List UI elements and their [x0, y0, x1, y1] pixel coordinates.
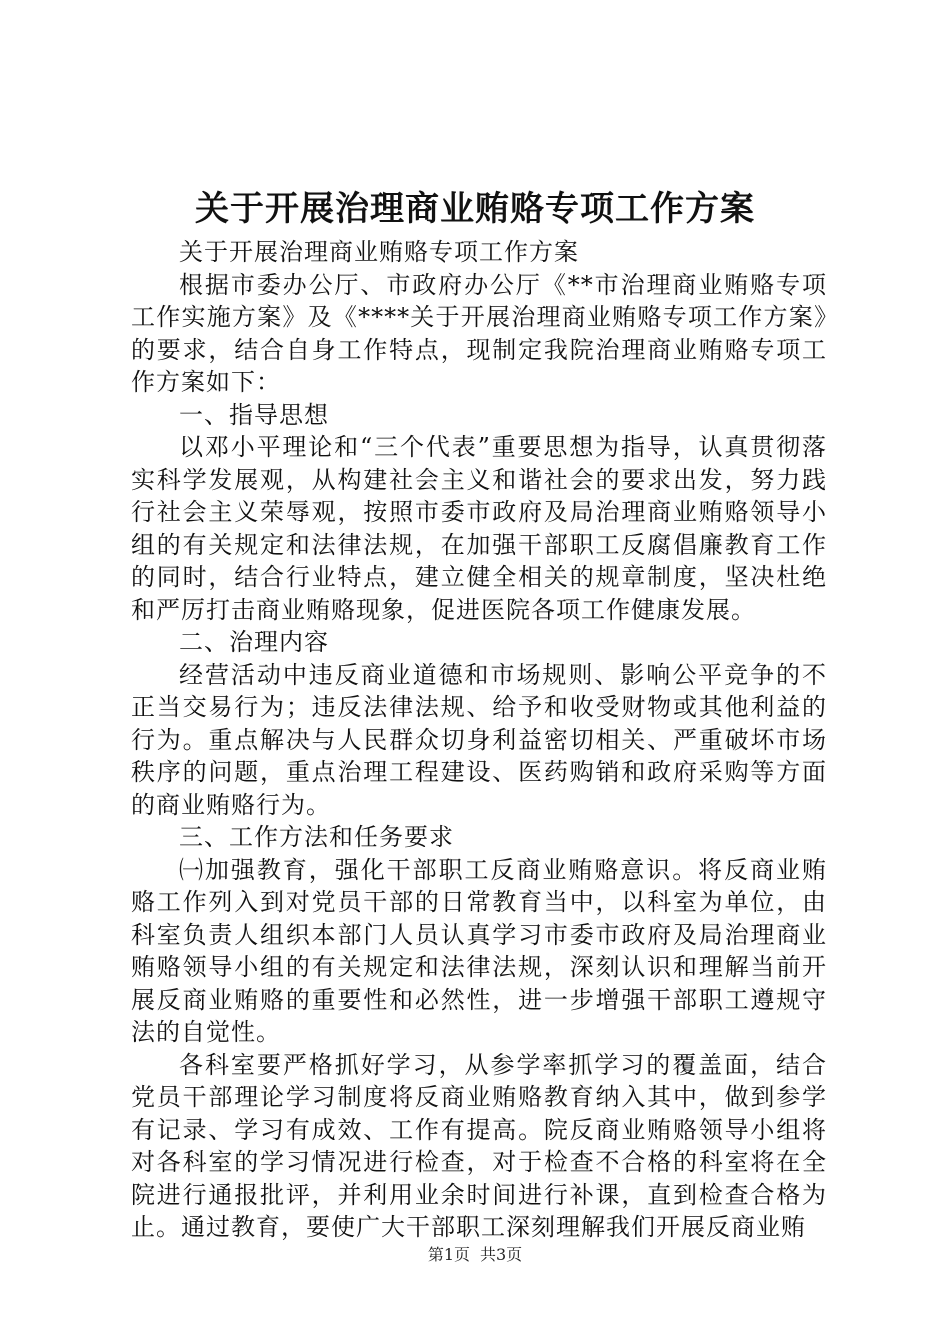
document-body [131, 236, 827, 1244]
page-footer [0, 1244, 950, 1266]
paragraph-strengthen-education: ㈠加强教育，强化干部职工反商业贿赂意识。将反商业贿赂工作列入到对党员干部的日常教育当中，以科室为单位，由科室负责人组织本部门人员认真学习市委市政府及局治理商业贿赂领导小组的有关规定和法律法规，深刻认识和理解当前开展反商业贿赂的重要性和必然性，进一步增强干部职工遵规守法的自觉性。 [131, 855, 827, 1046]
paragraph-study-requirements: 各科室要严格抓好学习，从参学率抓学习的覆盖面，结合党员干部理论学习制度将反商业贿赂教育纳入其中，做到参学有记录、学习有成效、工作有提高。院反商业贿赂领导小组将对各科室的学习情况进行检查，对于检查不合格的科室将在全院进行通报批评，并利用业余时间进行补课，直到检查合格为止。通过教育，要使广大干部职工深刻理解我们开展反商业贿 [131, 1050, 827, 1241]
section-heading-guiding-ideology: 一、指导思想 [179, 400, 329, 429]
paragraph-governance-content: 经营活动中违反商业道德和市场规则、影响公平竞争的不正当交易行为；违反法律法规、给予和收受财物或其他利益的行为。重点解决与人民群众切身利益密切相关、严重破坏市场秩序的问题，重点治理工程建设、医药购销和政府采购等方面的商业贿赂行为。 [131, 660, 827, 819]
paragraph-subtitle: 关于开展治理商业贿赂专项工作方案 [179, 238, 579, 266]
paragraph-guiding-ideology: 以邓小平理论和“三个代表”重要思想为指导，认真贯彻落实科学发展观，从构建社会主义和谐社会的要求出发，努力践行社会主义荣辱观，按照市委市政府及局治理商业贿赂领导小组的有关规定和法律法规，在加强干部职工反腐倡廉教育工作的同时，结合行业特点，建立健全相关的规章制度，坚决杜绝和严厉打击商业贿赂现象，促进医院各项工作健康发展。 [131, 433, 827, 624]
page-number-total: 共3页 [480, 1245, 523, 1264]
document-title: 关于开展治理商业贿赂专项工作方案 [195, 189, 755, 229]
paragraph-intro: 根据市委办公厅、市政府办公厅《**市治理商业贿赂专项工作实施方案》及《****关于开展治理商业贿赂专项工作方案》的要求，结合自身工作特点，现制定我院治理商业贿赂专项工作方案如下： [131, 270, 827, 396]
section-heading-work-methods: 三、工作方法和任务要求 [179, 823, 454, 851]
page-number-current: 第1页 [427, 1245, 470, 1264]
section-heading-governance-content: 二、治理内容 [179, 628, 329, 656]
